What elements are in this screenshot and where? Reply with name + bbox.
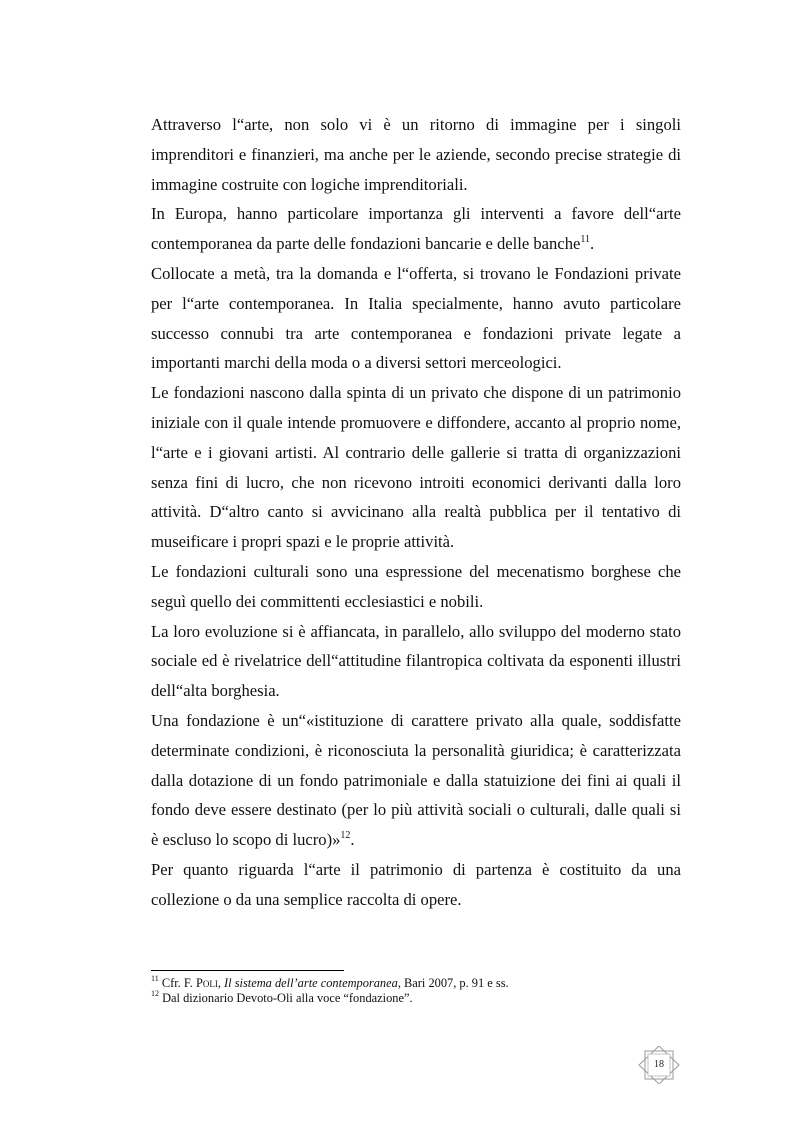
footnote-ref-11[interactable]: 11 bbox=[580, 233, 591, 245]
page-number: 18 bbox=[654, 1059, 664, 1070]
footnotes bbox=[151, 973, 681, 1006]
footnote-12: $^{12}$ Dal dizionario Devoto-Oli alla voce “fondazione”. bbox=[151, 988, 413, 1005]
footnote-11: $^{11}$ Cfr. F. Poli, Il sistema dell’arte contemporanea, Bari 2007, p. 91 e ss. bbox=[151, 973, 509, 990]
footnote-divider bbox=[151, 970, 344, 971]
paragraph-7: Una fondazione è un“«istituzione di carattere privato alla quale, soddisfatte determinate condizioni, è riconosciuta la personalità giuridica; è caratterizzata dalla dotazione di un fondo patrimoniale e dalla statuizione dei fini ai quali il fondo deve essere destinato (per lo più attività sociali o culturali, dalle quali si è escluso lo scopo di lucro)»$^{12}$. bbox=[151, 710, 681, 850]
paragraph-1: Attraverso l“arte, non solo vi è un ritorno di immagine per i singoli imprenditori e finanzieri, ma anche per le aziende, secondo precise strategie di immagine costruite con logiche imprenditoriali. bbox=[151, 115, 681, 194]
body-text bbox=[151, 110, 681, 915]
paragraph-4: Le fondazioni nascono dalla spinta di un privato che dispone di un patrimonio iniziale con il quale intende promuovere e diffondere, accanto al proprio nome, l“arte e i giovani artisti. Al contrario delle gallerie si tratta di organizzazioni senza fini di lucro, che non ricevono introiti economici derivanti dalla loro attività. D“altro canto si avvicinano alla realtà pubblica per il tentativo di museificare i propri spazi e le proprie attività. bbox=[151, 383, 681, 552]
paragraph-3: Collocate a metà, tra la domanda e l“offerta, si trovano le Fondazioni private per l“arte contemporanea. In Italia specialmente, hanno avuto particolare successo connubi tra arte contemporanea e fondazioni private legate a importanti marchi della moda o a diversi settori merceologici. bbox=[151, 263, 681, 373]
paragraph-2: In Europa, hanno particolare importanza gli interventi a favore dell“arte contemporanea da parte delle fondazioni bancarie e delle banche$^{11}$. bbox=[151, 204, 681, 254]
footnote-author: Poli bbox=[195, 976, 218, 990]
page-number-badge bbox=[638, 1046, 680, 1084]
footnote-ref-12[interactable]: 12 bbox=[340, 829, 351, 841]
paragraph-5: Le fondazioni culturali sono una espressione del mecenatismo borghese che seguì quello dei committenti ecclesiastici e nobili. bbox=[151, 561, 681, 611]
paragraph-6: La loro evoluzione si è affiancata, in parallelo, allo sviluppo del moderno stato sociale ed è rivelatrice dell“attitudine filantropica coltivata da esponenti illustri dell“alta borghesia. bbox=[151, 621, 681, 701]
footnote-book-title: Il sistema dell’arte contemporanea bbox=[224, 976, 398, 990]
paragraph-8: Per quanto riguarda l“arte il patrimonio di partenza è costituito da una collezione o da una semplice raccolta di opere. bbox=[151, 859, 681, 909]
